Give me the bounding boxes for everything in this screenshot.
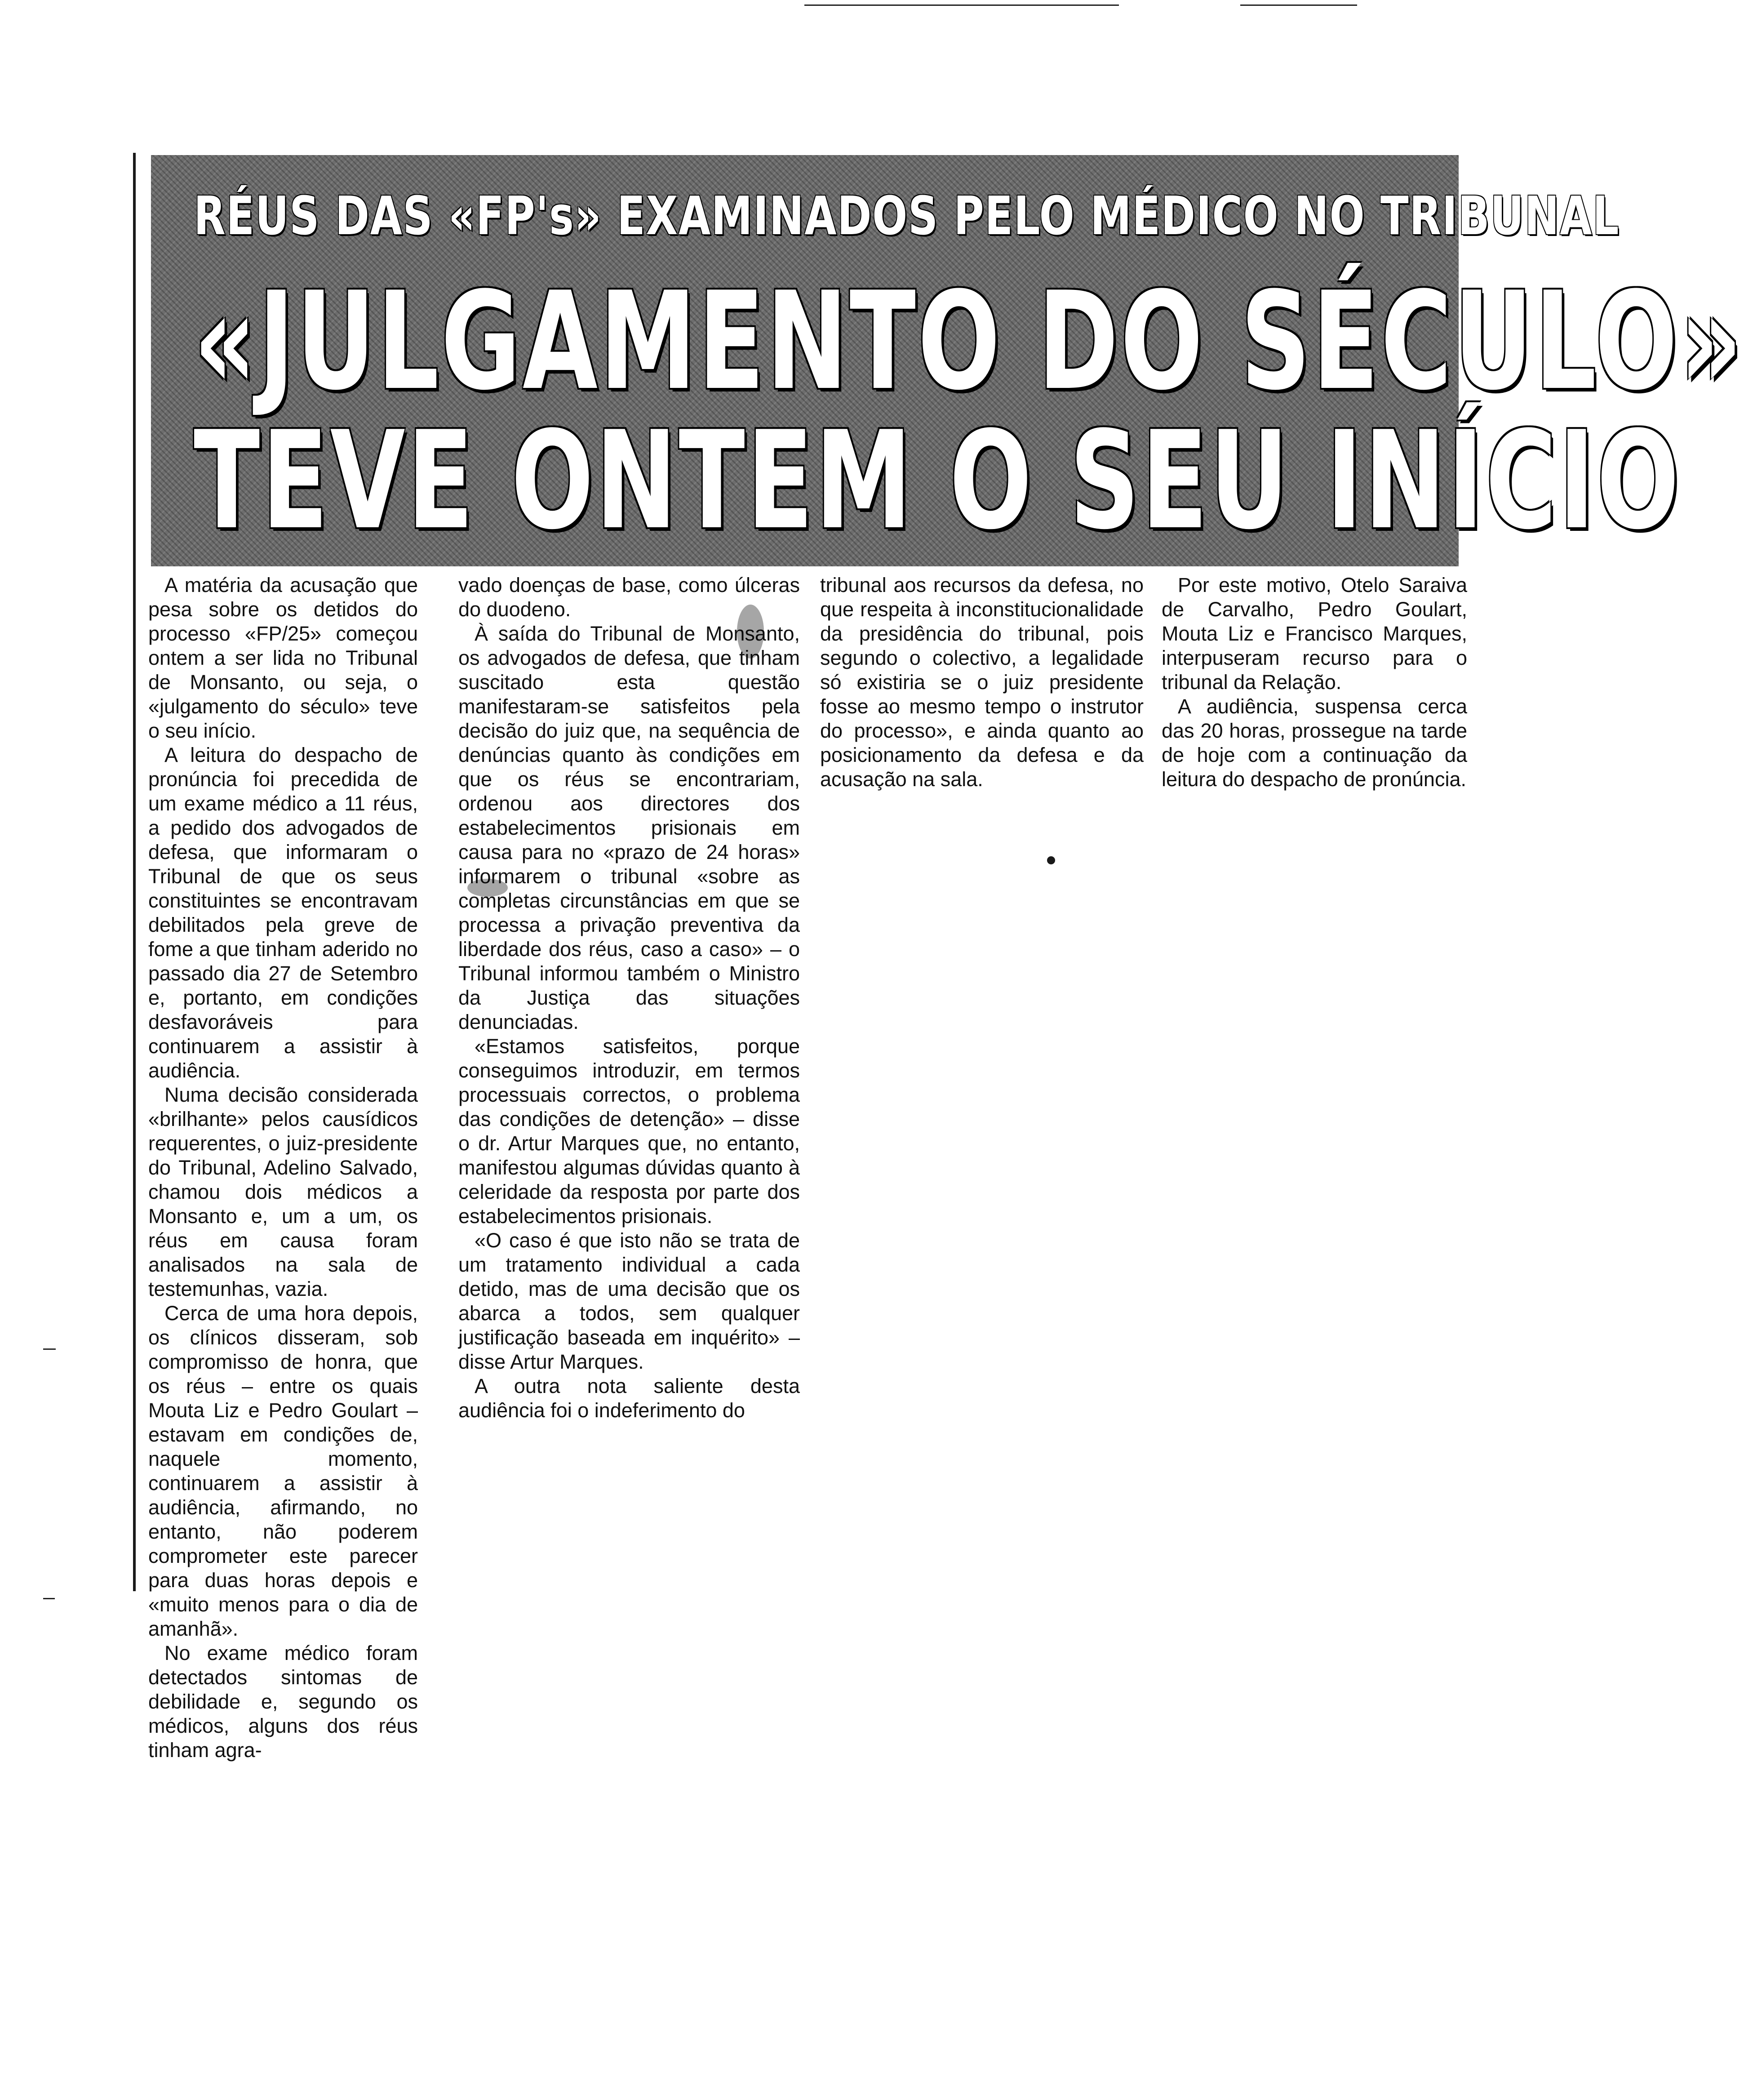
headline-line-1: «JULGAMENTO DO SÉCULO» (194, 263, 1744, 420)
paragraph: A audiência, suspensa cerca das 20 horas, prossegue na tarde de hoje com a continuação da leitura do despacho de pronúncia. (1162, 695, 1467, 791)
paragraph: À saída do Tribunal de Monsanto, os advogados de defesa, que tinham suscitado esta questão manifestaram-se satisfeitos pela decisão do juiz que, na sequência de denúncias quanto às condições em que os réus se encontrariam, ordenou aos directores dos estabelecimentos prisionais em causa para no «prazo de 24 horas» informarem o tribunal «sobre as completas circunstâncias em que se processa a privação preventiva da liberdade dos réus, caso a caso» – o Tribunal informou também o Ministro da Justiça das situações denunciadas. (458, 622, 800, 1033)
paragraph: «Estamos satisfeitos, porque conseguimos introduzir, em termos processuais correctos, o problema das condições de detenção» – disse o dr. Artur Marques que, no entanto, manifestou algumas dúvidas quanto à celeridade da resposta por parte dos estabelecimentos prisionais. (458, 1035, 800, 1228)
scan-mark-top (804, 4, 1119, 6)
paragraph: No exame médico foram detectados sintomas de debilidade e, segundo os médicos, alguns dos réus tinham agra- (148, 1642, 418, 1762)
paragraph: Por este motivo, Otelo Saraiva de Carvalho, Pedro Goulart, Mouta Liz e Francisco Marques, interpuseram recurso para o tribunal da Relação. (1162, 574, 1467, 694)
headline-banner (151, 155, 1744, 566)
smudge (737, 605, 764, 658)
margin-rule (133, 153, 136, 1591)
paragraph: A matéria da acusação que pesa sobre os detidos do processo «FP/25» começou ontem a ser lida no Tribunal de Monsanto, ou seja, o «julgamento do século» teve o seu início. (148, 574, 418, 742)
smudge (1047, 856, 1055, 864)
paragraph: vado doenças de base, como úlceras do duodeno. (458, 574, 800, 621)
scan-mark-left-2 (43, 1598, 55, 1599)
headline-kicker: RÉUS DAS «FP's» EXAMINADOS PELO MÉDICO NO TRIBUNAL (194, 185, 1620, 247)
headline-line-2: TEVE ONTEM O SEU INÍCIO (194, 402, 1682, 559)
paragraph: Numa decisão considerada «brilhante» pelos causídicos requerentes, o juiz-presidente do Tribunal, Adelino Salvado, chamou dois médicos a Monsanto e, um a um, os réus em causa foram analisados na sala de testemunhas, vazia. (148, 1083, 418, 1300)
article-column-2 (458, 573, 800, 1620)
smudge (467, 879, 508, 897)
scan-mark-left (43, 1348, 56, 1350)
paragraph: tribunal aos recursos da defesa, no que respeita à inconstitucionalidade da presidência do tribunal, pois segundo o colectivo, a legalidade só existiria se o juiz presidente fosse ao mesmo tempo o instrutor do processo», e ainda quanto ao posicionamento da defesa e da acusação na sala. (820, 574, 1144, 791)
article-column-3 (820, 573, 1144, 792)
paragraph: A outra nota saliente desta audiência foi o indeferimento do (458, 1375, 800, 1422)
paragraph: A leitura do despacho de pronúncia foi precedida de um exame médico a 11 réus, a pedido dos advogados de defesa, que informaram o Tribunal de que os seus constituintes se encontravam debilitados pela greve de fome a que tinham aderido no passado dia 27 de Setembro e, portanto, em condições desfavoráveis para continuarem a assistir à audiência. (148, 743, 418, 1082)
article-column-1 (148, 573, 418, 1762)
paragraph: Cerca de uma hora depois, os clínicos disseram, sob compromisso de honra, que os réus – entre os quais Mouta Liz e Pedro Goulart – estavam em condições de, naquele momento, continuarem a assistir à audiência, afirmando, no entanto, não poderem comprometer este parecer para duas horas depois e «muito menos para o dia de amanhã». (148, 1302, 418, 1640)
scan-mark-top-right (1240, 4, 1357, 6)
article-column-4 (1162, 573, 1467, 792)
paragraph: «O caso é que isto não se trata de um tratamento individual a cada detido, mas de uma decisão que os abarca a todos, sem qualquer justificação baseada em inquérito» – disse Artur Marques. (458, 1229, 800, 1373)
